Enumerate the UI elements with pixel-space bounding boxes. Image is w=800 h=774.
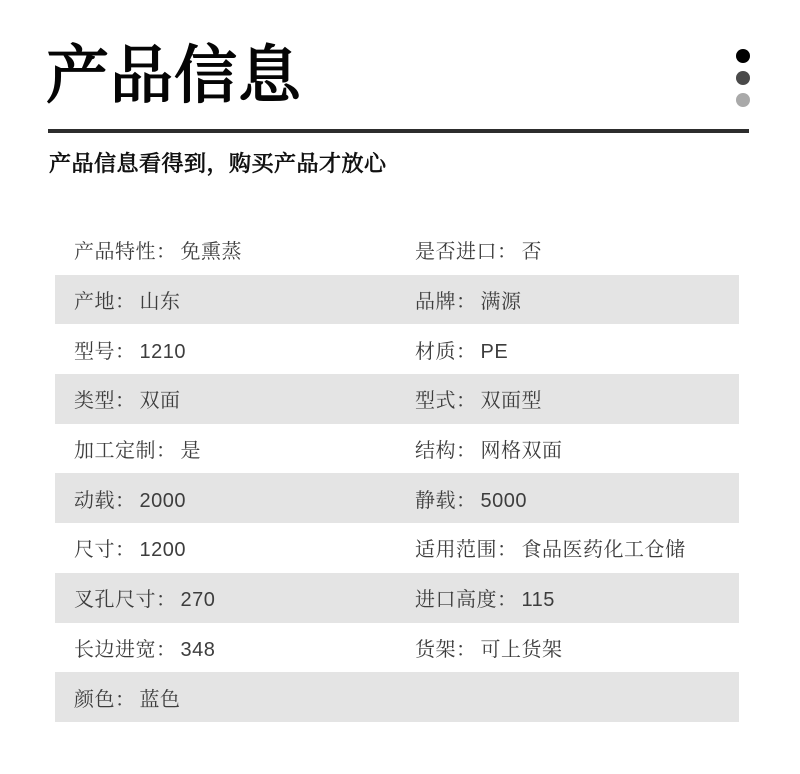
dots-decoration — [736, 49, 750, 107]
spec-separator: ： — [456, 440, 477, 463]
spec-cell-left — [55, 235, 415, 264]
spec-value: 否 — [521, 241, 542, 264]
spec-cell-right — [415, 235, 739, 264]
spec-value: 蓝色 — [139, 688, 181, 711]
spec-label: 类型 — [74, 390, 115, 413]
page-subtitle: 产品信息看得到，购买产品才放心 — [49, 151, 387, 176]
spec-separator: ： — [456, 340, 477, 363]
spec-cell-left — [55, 484, 415, 513]
table-row — [55, 523, 739, 573]
title-underline — [48, 129, 749, 133]
spec-label: 产地 — [74, 291, 115, 314]
spec-label: 进口高度 — [415, 589, 497, 612]
dot-top-icon — [736, 49, 750, 63]
dot-middle-icon — [736, 71, 750, 85]
spec-separator: ： — [456, 390, 477, 413]
spec-value: PE — [480, 340, 509, 363]
spec-table — [55, 225, 739, 722]
spec-label: 加工定制 — [74, 440, 156, 463]
spec-cell-right — [415, 533, 739, 562]
spec-value: 山东 — [139, 291, 181, 314]
spec-separator: ： — [115, 390, 136, 413]
spec-value: 是 — [180, 440, 201, 463]
spec-cell-right — [415, 285, 739, 314]
spec-cell-right — [415, 335, 739, 364]
spec-separator: ： — [456, 291, 477, 314]
spec-label: 静载 — [415, 489, 456, 512]
spec-value: 2000 — [139, 489, 186, 512]
spec-separator: ： — [115, 340, 136, 363]
spec-separator: ： — [115, 688, 136, 711]
spec-label: 型号 — [74, 340, 115, 363]
spec-cell-right — [415, 384, 739, 413]
spec-cell-right — [415, 583, 739, 612]
spec-separator: ： — [497, 589, 518, 612]
spec-label: 货架 — [415, 638, 456, 661]
spec-cell-right — [415, 484, 739, 513]
spec-separator: ： — [456, 638, 477, 661]
spec-value: 270 — [180, 589, 216, 612]
spec-label: 型式 — [415, 390, 456, 413]
spec-label: 产品特性 — [74, 241, 156, 264]
spec-label: 叉孔尺寸 — [74, 589, 156, 612]
spec-separator: ： — [497, 241, 518, 264]
spec-value: 免熏蒸 — [180, 241, 242, 264]
table-row — [55, 324, 739, 374]
spec-cell-left — [55, 285, 415, 314]
dot-bottom-icon — [736, 93, 750, 107]
spec-label: 长边进宽 — [74, 638, 156, 661]
table-row — [55, 424, 739, 474]
table-row — [55, 275, 739, 325]
spec-label: 尺寸 — [74, 539, 115, 562]
table-row — [55, 573, 739, 623]
spec-cell-right — [415, 434, 739, 463]
spec-label: 是否进口 — [415, 241, 497, 264]
spec-separator: ： — [115, 291, 136, 314]
spec-value: 1200 — [139, 539, 186, 562]
spec-label: 结构 — [415, 440, 456, 463]
spec-value: 1210 — [139, 340, 186, 363]
spec-label: 适用范围 — [415, 539, 497, 562]
spec-separator: ： — [115, 489, 136, 512]
spec-separator: ： — [497, 539, 518, 562]
spec-value: 115 — [521, 589, 555, 612]
spec-value: 双面型 — [480, 390, 542, 413]
spec-cell-left — [55, 384, 415, 413]
spec-cell-left — [55, 683, 415, 712]
spec-label: 品牌 — [415, 291, 456, 314]
spec-value: 双面 — [139, 390, 181, 413]
spec-label: 颜色 — [74, 688, 115, 711]
spec-label: 动载 — [74, 489, 115, 512]
spec-value: 食品医药化工仓储 — [521, 539, 686, 562]
spec-separator: ： — [156, 440, 177, 463]
spec-value: 5000 — [480, 489, 527, 512]
page-title: 产品信息 — [46, 41, 302, 111]
spec-separator: ： — [456, 489, 477, 512]
spec-cell-left — [55, 583, 415, 612]
table-row — [55, 225, 739, 275]
spec-cell-left — [55, 434, 415, 463]
spec-separator: ： — [156, 241, 177, 264]
spec-cell-left — [55, 633, 415, 662]
table-row — [55, 623, 739, 673]
table-row — [55, 473, 739, 523]
spec-separator: ： — [156, 589, 177, 612]
table-row — [55, 374, 739, 424]
spec-value: 满源 — [480, 291, 522, 314]
spec-separator: ： — [115, 539, 136, 562]
table-row — [55, 672, 739, 722]
spec-value: 可上货架 — [480, 638, 563, 661]
spec-cell-left — [55, 335, 415, 364]
spec-separator: ： — [156, 638, 177, 661]
spec-value: 网格双面 — [480, 440, 563, 463]
spec-cell-right — [415, 633, 739, 662]
spec-value: 348 — [180, 638, 216, 661]
spec-cell-left — [55, 533, 415, 562]
spec-label: 材质 — [415, 340, 456, 363]
